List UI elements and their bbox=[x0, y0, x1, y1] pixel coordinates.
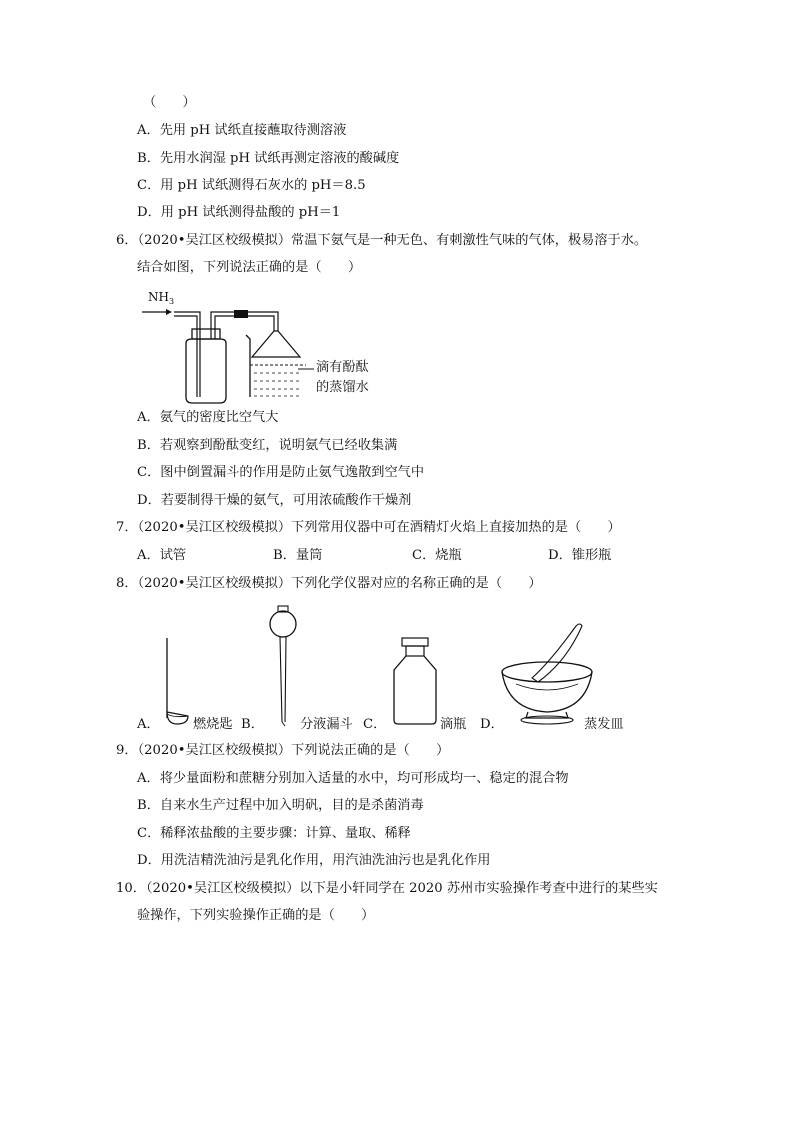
q8-stem: 8．（2020•吴江区校级模拟）下列化学仪器对应的名称正确的是（ ） bbox=[116, 576, 542, 591]
q7-option-b: B．量筒 bbox=[273, 548, 323, 563]
q9-option-b: B．自来水生产过程中加入明矾，目的是杀菌消毒 bbox=[137, 798, 424, 813]
rubber-stopper bbox=[192, 329, 220, 339]
q5-option-d: D．用 pH 试纸测得盐酸的 pH＝1 bbox=[137, 205, 341, 220]
q10-stem-line1: 10．（2020•吴江区校级模拟）以下是小轩同学在 2020 苏州市实验操作考查中进行的某些实 bbox=[116, 881, 658, 896]
q10-stem-line2: 验操作，下列实验操作正确的是（ ） bbox=[137, 908, 375, 923]
q5-option-b: B．先用水润湿 pH 试纸再测定溶液的酸碱度 bbox=[137, 151, 400, 166]
gas-bottle bbox=[186, 339, 226, 403]
tube-to-funnel-inner bbox=[248, 316, 274, 331]
q8-option-a-name: 燃烧匙 bbox=[193, 717, 233, 732]
q5-option-a: A．先用 pH 试纸直接蘸取待测溶液 bbox=[137, 123, 347, 138]
inverted-funnel bbox=[252, 331, 300, 357]
q8-option-b-name: 分液漏斗 bbox=[300, 717, 353, 732]
q6-option-c: C．图中倒置漏斗的作用是防止氨气逸散到空气中 bbox=[137, 465, 425, 480]
q8-option-c-name: 滴瓶 bbox=[440, 717, 467, 732]
q8-option-a-letter: A． bbox=[137, 717, 160, 732]
q5-answer-paren: （ ） bbox=[143, 95, 196, 110]
beaker bbox=[246, 335, 250, 397]
beaker-label-line2: 的蒸馏水 bbox=[316, 380, 369, 395]
nh3-subscript: 3 bbox=[168, 297, 175, 306]
q7-stem: 7．（2020•吴江区校级模拟）下列常用仪器中可在酒精灯火焰上直接加热的是（ ） bbox=[116, 520, 621, 535]
combustion-spoon-drawing bbox=[167, 638, 188, 724]
beaker-label-line1: 滴有酚酞 bbox=[316, 360, 369, 375]
outlet-tube-inner bbox=[215, 316, 234, 339]
q6-option-a: A．氨气的密度比空气大 bbox=[137, 410, 279, 425]
q8-option-b-letter: B． bbox=[241, 717, 264, 732]
q9-option-a: A．将少量面粉和蔗糖分别加入适量的水中，均可形成均一、稳定的混合物 bbox=[137, 771, 569, 786]
q8-option-c-letter: C． bbox=[363, 717, 387, 732]
q8-option-d-name: 蒸发皿 bbox=[584, 717, 624, 732]
q9-option-d: D．用洗洁精洗油污是乳化作用，用汽油洗油污也是乳化作用 bbox=[137, 853, 491, 868]
q9-stem: 9．（2020•吴江区校级模拟）下列说法正确的是（ ） bbox=[116, 743, 450, 758]
q9-option-c: C．稀释浓盐酸的主要步骤：计算、量取、稀释 bbox=[137, 826, 411, 841]
q6-stem-line2: 结合如图，下列说法正确的是（ ） bbox=[137, 260, 362, 275]
q6-option-b: B．若观察到酚酞变红，说明氨气已经收集满 bbox=[137, 438, 398, 453]
mortar-drawing bbox=[502, 624, 592, 724]
separatory-funnel-drawing bbox=[270, 606, 296, 726]
q8-option-d-letter: D． bbox=[480, 717, 504, 732]
svg-text:NH3 bbox=[148, 290, 174, 306]
q6-stem-line1: 6．（2020•吴江区校级模拟）常温下氨气是一种无色、有刺激性气味的气体，极易溶于水。 bbox=[116, 233, 648, 248]
inlet-tube-outer bbox=[174, 312, 200, 397]
q6-option-d: D．若要制得干燥的氨气，可用浓硫酸作干燥剂 bbox=[137, 493, 412, 508]
q8-instruments-figure bbox=[130, 600, 630, 730]
arrow-head bbox=[166, 309, 172, 315]
rubber-connector bbox=[234, 310, 248, 318]
dropping-bottle-drawing bbox=[394, 638, 436, 724]
nh3-label: NH bbox=[148, 290, 169, 304]
q7-option-d: D．锥形瓶 bbox=[548, 548, 612, 563]
q5-option-c: C．用 pH 试纸测得石灰水的 pH＝8.5 bbox=[137, 178, 366, 193]
q7-option-a: A．试管 bbox=[137, 548, 187, 563]
q7-option-c: C．烧瓶 bbox=[412, 548, 462, 563]
